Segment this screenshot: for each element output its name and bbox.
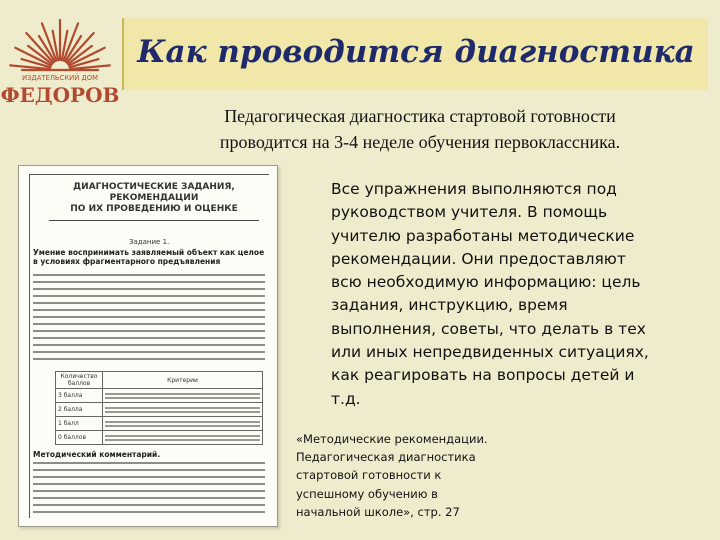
document-task-label: Задание 1. [129,238,170,246]
table-row: 3 балла [56,389,103,403]
body-line: Все упражнения выполняются под [331,180,617,198]
citation-line: стартовой готовности к [296,468,442,483]
document-score-table [55,371,263,445]
table-header: Количество баллов [56,372,103,389]
body-line: рекомендации. Они предоставляют [331,249,626,268]
document-rule [49,220,259,221]
intro-paragraph [150,103,690,155]
document-heading [49,182,259,215]
body-line: или иных непредвиденных ситуациях, [331,343,649,362]
document-heading-line: ПО ИХ ПРОВЕДЕНИЮ И ОЦЕНКЕ [70,204,238,214]
citation [296,430,546,521]
body-line: всю необходимую информацию: цель [331,273,641,292]
citation-line: «Методические рекомендации. [296,432,488,446]
intro-line: Педагогическая диагностика стартовой готовности [224,106,616,126]
logo-publisher-name: ФЕДОРОВ [0,83,120,107]
citation-line: Педагогическая диагностика [296,450,476,465]
document-text-lines [33,274,265,365]
intro-line: проводится на 3-4 неделе обучения первоклассника. [219,132,621,152]
table-header: Критерии [103,372,263,389]
body-line: руководством учителя. В помощь [331,203,608,222]
document-page-image [18,165,278,527]
body-line: выполнения, советы, что делать в тех [331,319,646,338]
logo-publisher-line: ИЗДАТЕЛЬСКИЙ ДОМ [21,74,99,82]
body-paragraph [331,178,676,411]
document-heading-line: ДИАГНОСТИЧЕСКИЕ ЗАДАНИЯ, [73,182,235,192]
title-band [122,18,708,90]
document-text-lines [33,462,265,518]
table-row: 2 балла [56,403,103,417]
body-line: т.д. [331,389,361,408]
citation-line: успешному обучению в [296,486,438,501]
page-title: Как проводится диагностика [137,34,695,70]
table-row: 0 баллов [56,431,103,445]
document-task-title: Умение воспринимать заявляемый объект как целое в условиях фрагментарного предъявления [33,248,265,266]
citation-line: начальной школе», стр. 27 [296,504,460,519]
publisher-logo [0,10,120,110]
document-method-label: Методический комментарий. [33,450,161,459]
body-line: учителю разработаны методические [331,226,635,245]
sunburst-logo-icon [0,10,120,110]
body-line: как реагировать на вопросы детей и [331,366,635,385]
document-heading-line: РЕКОМЕНДАЦИИ [109,193,199,203]
body-line: задания, инструкцию, время [331,296,568,315]
table-row: 1 балл [56,417,103,431]
